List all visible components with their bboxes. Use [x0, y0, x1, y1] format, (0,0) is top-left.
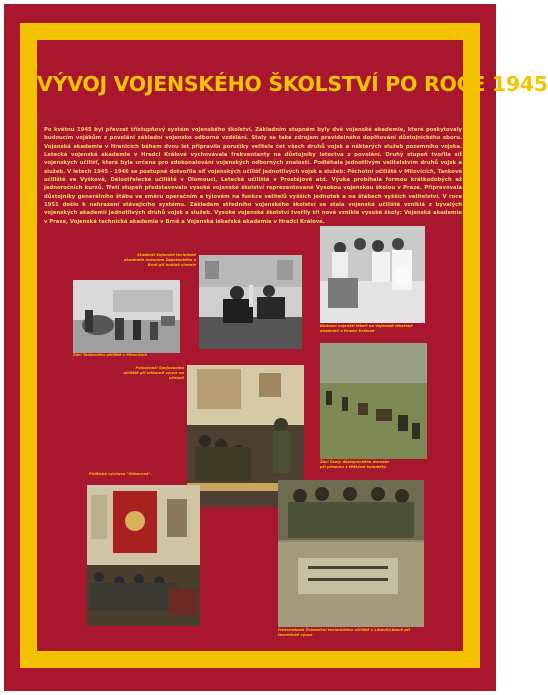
caption-railway: Frekventanti Železniční technického učiliště v Libavě/Libavé při teoretické výuce: [278, 628, 411, 637]
caption-medical: Budoucí vojenští lékaři na Vojenské lékařské akademii v Hradci Králové: [320, 324, 413, 333]
caption-signals: Posluchači Spojovacího učiliště při odborné výuce na učebně: [123, 366, 184, 380]
poster-panel: [37, 40, 548, 651]
caption-tank-school: Žáci Tankového učiliště v Milovicích: [73, 353, 147, 357]
caption-chemistry: Studenti Vojenské technické akademie Antonína Zápotockého v Brně při hodině chemie: [123, 253, 196, 267]
photo-railway-lesson: [278, 480, 424, 627]
poster-body-text: Po květnu 1945 byl převzat třístupňový systém vojenského školství. Základním stupněm byly dvě vojenské akademie, které poskytovaly budoucím vojákům z povolání základní vojensko odborné vzdělání. Staly se také zdrojem pravidelného doplňování důstojnického sboru. Vojenská akademie v Hranicích během dvou let připravila poručíky velitele čet všech druhů vojsk a některých služeb pozemního vojska. Letecká vojenská akademie v Hradci Králové vychovávala frekventanty na důstojníky letectva z povolání. Druhý stupeň tvořila síť vojenských učilišť, která byla určena pro zdokonalování vojenských odborných znalostí. Podléhala jednotlivým velitelstvím druhů vojsk a služeb. V letech 1945 - 1946 se postupně dotvořila síť vojenských učilišť jednotlivých vojsk a služeb: Pěchotní učiliště v Milovicích, Tankové učiliště ve Vyškově, Dělostřelecké učiliště v Olomouci, Letecké učiliště v Prostějově atd. Výuka probíhala formou krátkodobých až jednoročních kurzů. Třetí stupeň představovalo vysoké vojenské školství reprezentované Vysokou vojenskou školou v Praze. Připravovala důstojníky generálního štábu ve směru operačním a týlovém na funkce velitelů vyšších jednotek a na štábech vyšších velitelství. V roce 1951 došlo k nahrazení stávajícího systému. Základem středního vojenského školství se stala vojenská učiliště vzniklá z bývalých vojenských akademií jednotlivých druhů vojsk a služeb. Vysoké vojenské školství tvořily tři nové vzniklé vysoké školy: Vojenská akademie v Praze, Vojenská technická akademie v Brně a Vojenská lékařská akademie v Hradci Králové.: [44, 127, 462, 225]
photo-chemistry-class: [199, 255, 302, 349]
photo-political-education: [87, 485, 200, 626]
photo-medical-academy: [320, 226, 425, 323]
photo-horse-march: [320, 343, 427, 459]
caption-political: Politická výchova "Stiborová".: [89, 472, 152, 476]
caption-horse: Žáci Školy důstojnického dorostu při přesunu s těžkými kulomety.: [320, 460, 389, 469]
photo-tank-school: [73, 280, 180, 353]
poster-title: VÝVOJ VOJENSKÉHO ŠKOLSTVÍ PO ROCE 1945: [37, 72, 548, 96]
